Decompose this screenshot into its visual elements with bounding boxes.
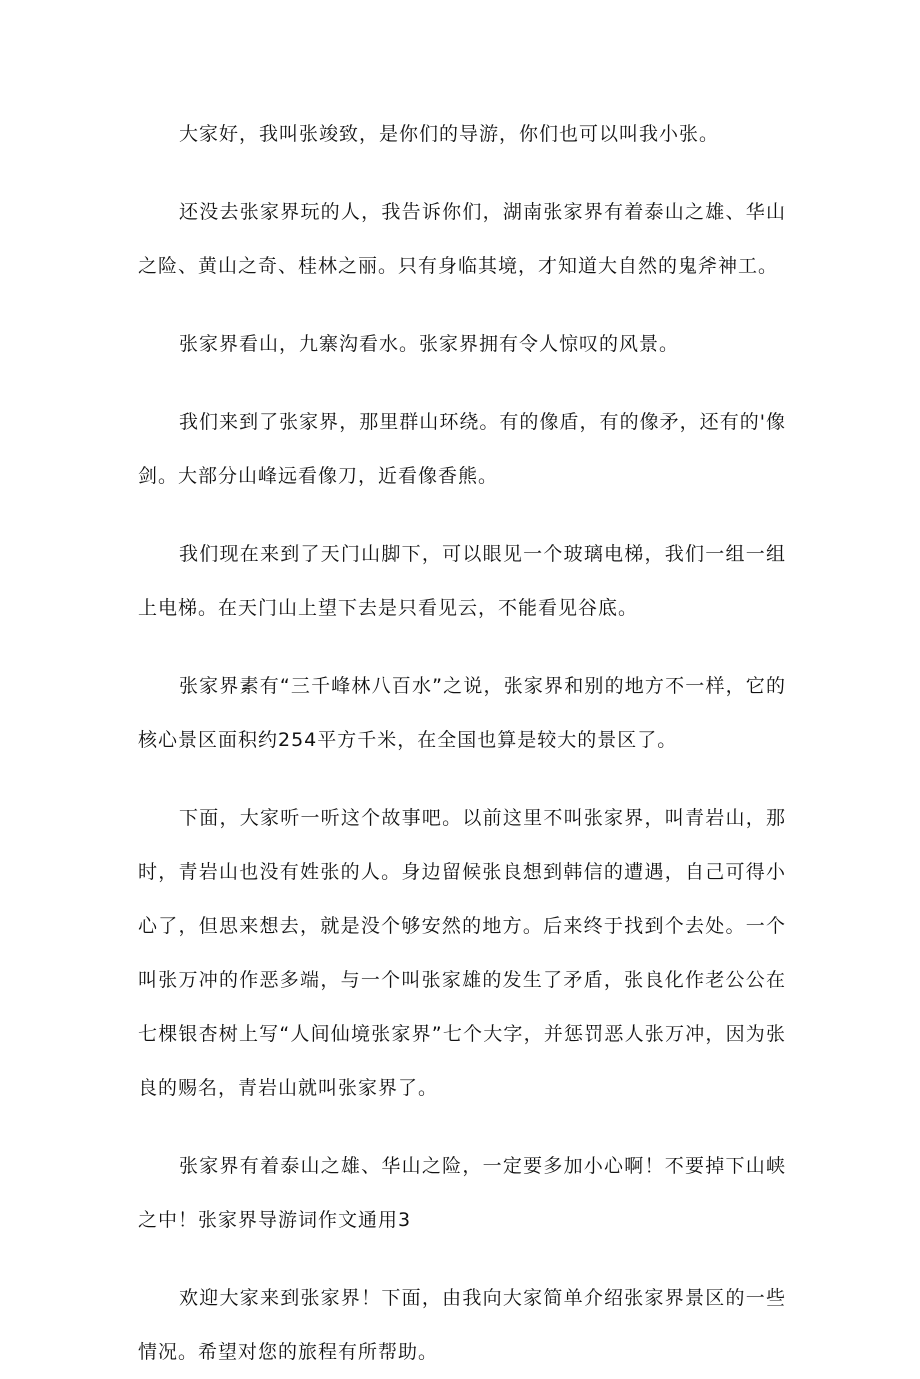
paragraph-7: 下面，大家听一听这个故事吧。以前这里不叫张家界，叫青岩山，那时，青岩山也没有姓张的人。身边留候张良想到韩信的遭遇，自己可得小心了，但思来想去，就是没个够安然的地方。后来终于找到个去处。一个叫张万冲的作恶多端，与一个叫张家雄的发生了矛盾，张良化作老公公在七棵银杏树上写“人间仙境张家界”七个大字，并惩罚恶人张万冲，因为张良的赐名，青岩山就叫张家界了。 — [138, 807, 786, 1099]
paragraph-8: 张家界有着泰山之雄、华山之险，一定要多加小心啊！不要掉下山峡之中！张家界导游词作文通用3 — [138, 1155, 786, 1231]
document-body — [138, 107, 786, 1379]
paragraph-4: 我们来到了张家界，那里群山环绕。有的像盾，有的像矛，还有的'像剑。大部分山峰远看像刀，近看像香熊。 — [138, 411, 786, 487]
paragraph-3: 张家界看山，九寨沟看水。张家界拥有令人惊叹的风景。 — [179, 333, 680, 355]
paragraph-1: 大家好，我叫张竣致，是你们的导游，你们也可以叫我小张。 — [179, 123, 720, 145]
paragraph-2: 还没去张家界玩的人，我告诉你们，湖南张家界有着泰山之雄、华山之险、黄山之奇、桂林之丽。只有身临其境，才知道大自然的鬼斧神工。 — [138, 201, 786, 277]
paragraph-6: 张家界素有“三千峰林八百水”之说，张家界和别的地方不一样，它的核心景区面积约254平方千米，在全国也算是较大的景区了。 — [138, 675, 786, 751]
paragraph-9: 欢迎大家来到张家界！下面，由我向大家简单介绍张家界景区的一些情况。希望对您的旅程有所帮助。 — [138, 1287, 786, 1363]
paragraph-5: 我们现在来到了天门山脚下，可以眼见一个玻璃电梯，我们一组一组上电梯。在天门山上望下去是只看见云，不能看见谷底。 — [138, 543, 786, 619]
